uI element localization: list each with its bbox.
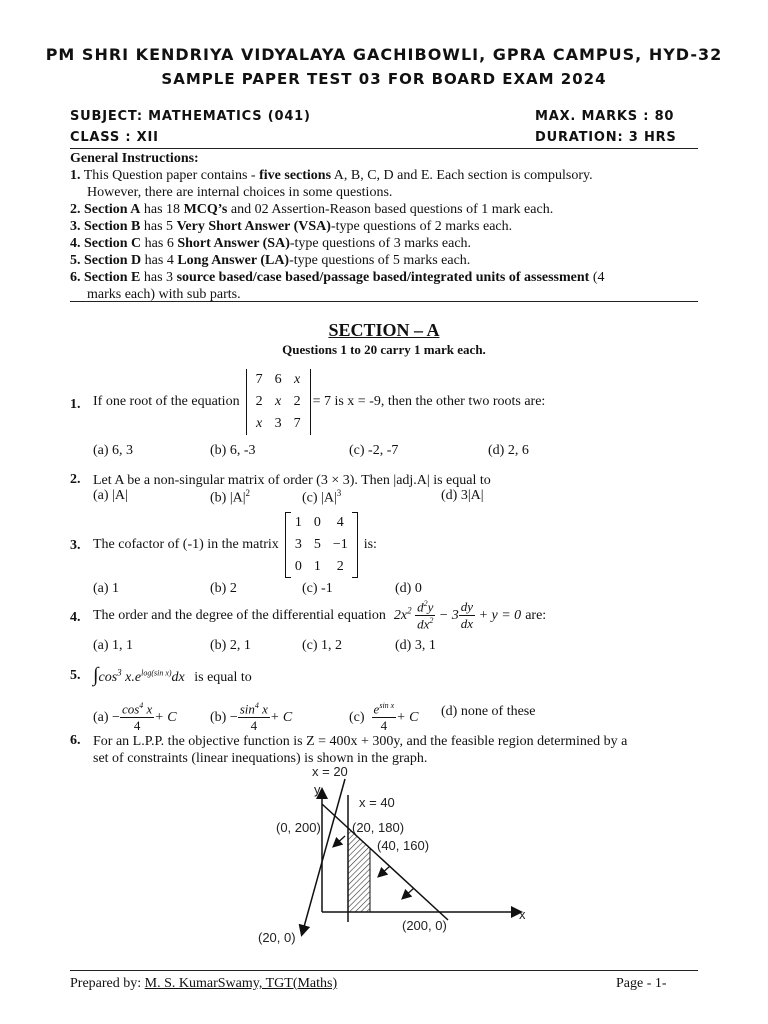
q5-integral: $\int\cos^3$ $x.e^{log(sin x)}dx$ is equal to (93, 664, 252, 686)
q4-pre: The order and the degree of the differential equation (93, 607, 386, 623)
q4-post: are: (525, 607, 547, 623)
q3-number: 3. (70, 538, 81, 553)
label-point-0-200: (0, 200) (276, 820, 321, 835)
q1-post: = 7 is x = -9, then the other two roots are: (312, 394, 546, 409)
class-label: CLASS : XII (70, 130, 159, 145)
subject-label: SUBJECT: MATHEMATICS (041) (70, 109, 311, 124)
instruction-4: 4. Section C has 6 Short Answer (SA)-type questions of 3 marks each. (70, 236, 472, 251)
max-marks-label: MAX. MARKS : 80 (535, 109, 675, 124)
section-subtitle: Questions 1 to 20 carry 1 mark each. (282, 342, 486, 357)
footer-page: Page - 1- (616, 976, 667, 991)
arrow-icon (334, 836, 345, 846)
label-point-20-180: (20, 180) (352, 820, 405, 835)
q1-number: 1. (70, 397, 81, 412)
q2-option-d[interactable]: (d) 3|A| (441, 488, 484, 503)
instructions-rule (70, 301, 698, 302)
q1-option-b[interactable]: (b) 6, -3 (210, 443, 256, 458)
q5-option-d[interactable]: (d) none of these (441, 704, 536, 719)
arrow-icon (379, 866, 390, 876)
footer-author: M. S. KumarSwamy, TGT(Maths) (144, 976, 338, 991)
q1-option-c[interactable]: (c) -2, -7 (349, 443, 399, 458)
q5-option-c[interactable]: (c) $\frac{e^{sin x}}{4}$ + C (349, 701, 419, 734)
q3-text (93, 512, 377, 578)
header-rule (70, 148, 698, 149)
q3-option-b[interactable]: (b) 2 (210, 581, 237, 596)
q3-pre: The cofactor of (-1) in the matrix (93, 537, 279, 552)
school-title: PM SHRI KENDRIYA VIDYALAYA GACHIBOWLI, GPRA CAMPUS, HYD-32 (45, 45, 723, 64)
section-title: SECTION – A (328, 320, 440, 340)
label-x40: x = 40 (359, 795, 395, 810)
instruction-5: 5. Section D has 4 Long Answer (LA)-type questions of 5 marks each. (70, 253, 471, 268)
q5-option-a[interactable]: (a) − $\frac{\cos^4 x}{4}$ + C (93, 701, 177, 734)
q4-equation: $2x^2$ $\frac{d^2y}{dx^2}$ − 3 $\frac{dy}{dx}$ + y = 0 (393, 599, 522, 632)
label-point-200-0: (200, 0) (402, 918, 447, 933)
instruction-2: 2. Section A has 18 MCQ’s and 02 Assertion-Reason based questions of 1 mark each. (70, 202, 554, 217)
q3-option-d[interactable]: (d) 0 (395, 581, 422, 596)
q4-text (93, 599, 546, 633)
lpp-graph (250, 762, 540, 952)
q3-matrix: 1 0 4 3 5 −1 0 1 2 (285, 512, 358, 578)
q2-option-c[interactable]: (c) $|A|^3$ (302, 488, 342, 506)
instruction-6: 6. Section E has 3 source based/case based/passage based/integrated units of assessment (4 marks each) with sub parts. (70, 270, 605, 302)
q4-option-d[interactable]: (d) 3, 1 (395, 638, 436, 653)
q2-number: 2. (70, 472, 81, 487)
q4-number: 4. (70, 610, 81, 625)
q2-option-b[interactable]: (b) $|A|^2$ (210, 488, 251, 506)
q6-number: 6. (70, 733, 81, 748)
q6-text: For an L.P.P. the objective function is Z = 400x + 300y, and the feasible region determined by a set of constraints (linear inequations) is shown in the graph. (93, 734, 628, 766)
label-x-axis: x (519, 907, 526, 922)
q1-option-a[interactable]: (a) 6, 3 (93, 443, 134, 458)
q1-text (93, 369, 545, 435)
q4-option-b[interactable]: (b) 2, 1 (210, 638, 251, 653)
instruction-1: 1. This Question paper contains - five sections A, B, C, D and E. Each section is compulsory. However, there are internal choices in some questions. (70, 168, 593, 200)
q5-number: 5. (70, 668, 81, 683)
q1-option-d[interactable]: (d) 2, 6 (488, 443, 529, 458)
instructions-title: General Instructions: (70, 151, 199, 166)
q4-option-a[interactable]: (a) 1, 1 (93, 638, 134, 653)
q2-text: Let A be a non-singular matrix of order (3 × 3). Then |adj.A| is equal to (93, 473, 491, 488)
label-point-20-0: (20, 0) (258, 930, 296, 945)
arrow-icon (403, 888, 414, 898)
label-x20: x = 20 (312, 764, 348, 779)
feasible-region (348, 828, 370, 912)
q1-determinant: 7 6 x 2 x 2 x 3 7 (246, 369, 311, 435)
instruction-3: 3. Section B has 5 Very Short Answer (VSA)-type questions of 2 marks each. (70, 219, 513, 234)
duration-label: DURATION: 3 HRS (535, 130, 677, 145)
footer-prepared: Prepared by: M. S. KumarSwamy, TGT(Maths) (70, 976, 338, 991)
footer-rule (70, 970, 698, 971)
test-title: SAMPLE PAPER TEST 03 FOR BOARD EXAM 2024 (161, 70, 607, 88)
q3-option-c[interactable]: (c) -1 (302, 581, 333, 596)
label-point-40-160: (40, 160) (377, 838, 430, 853)
q2-option-a[interactable]: (a) |A| (93, 488, 128, 503)
q5-option-b[interactable]: (b) − $\frac{\sin^4 x}{4}$ + C (210, 701, 293, 734)
q3-option-a[interactable]: (a) 1 (93, 581, 120, 596)
q1-pre: If one root of the equation (93, 394, 240, 409)
label-y-axis: y (314, 782, 321, 797)
q3-post: is: (363, 537, 377, 552)
q4-option-c[interactable]: (c) 1, 2 (302, 638, 343, 653)
line-x20 (302, 779, 345, 934)
